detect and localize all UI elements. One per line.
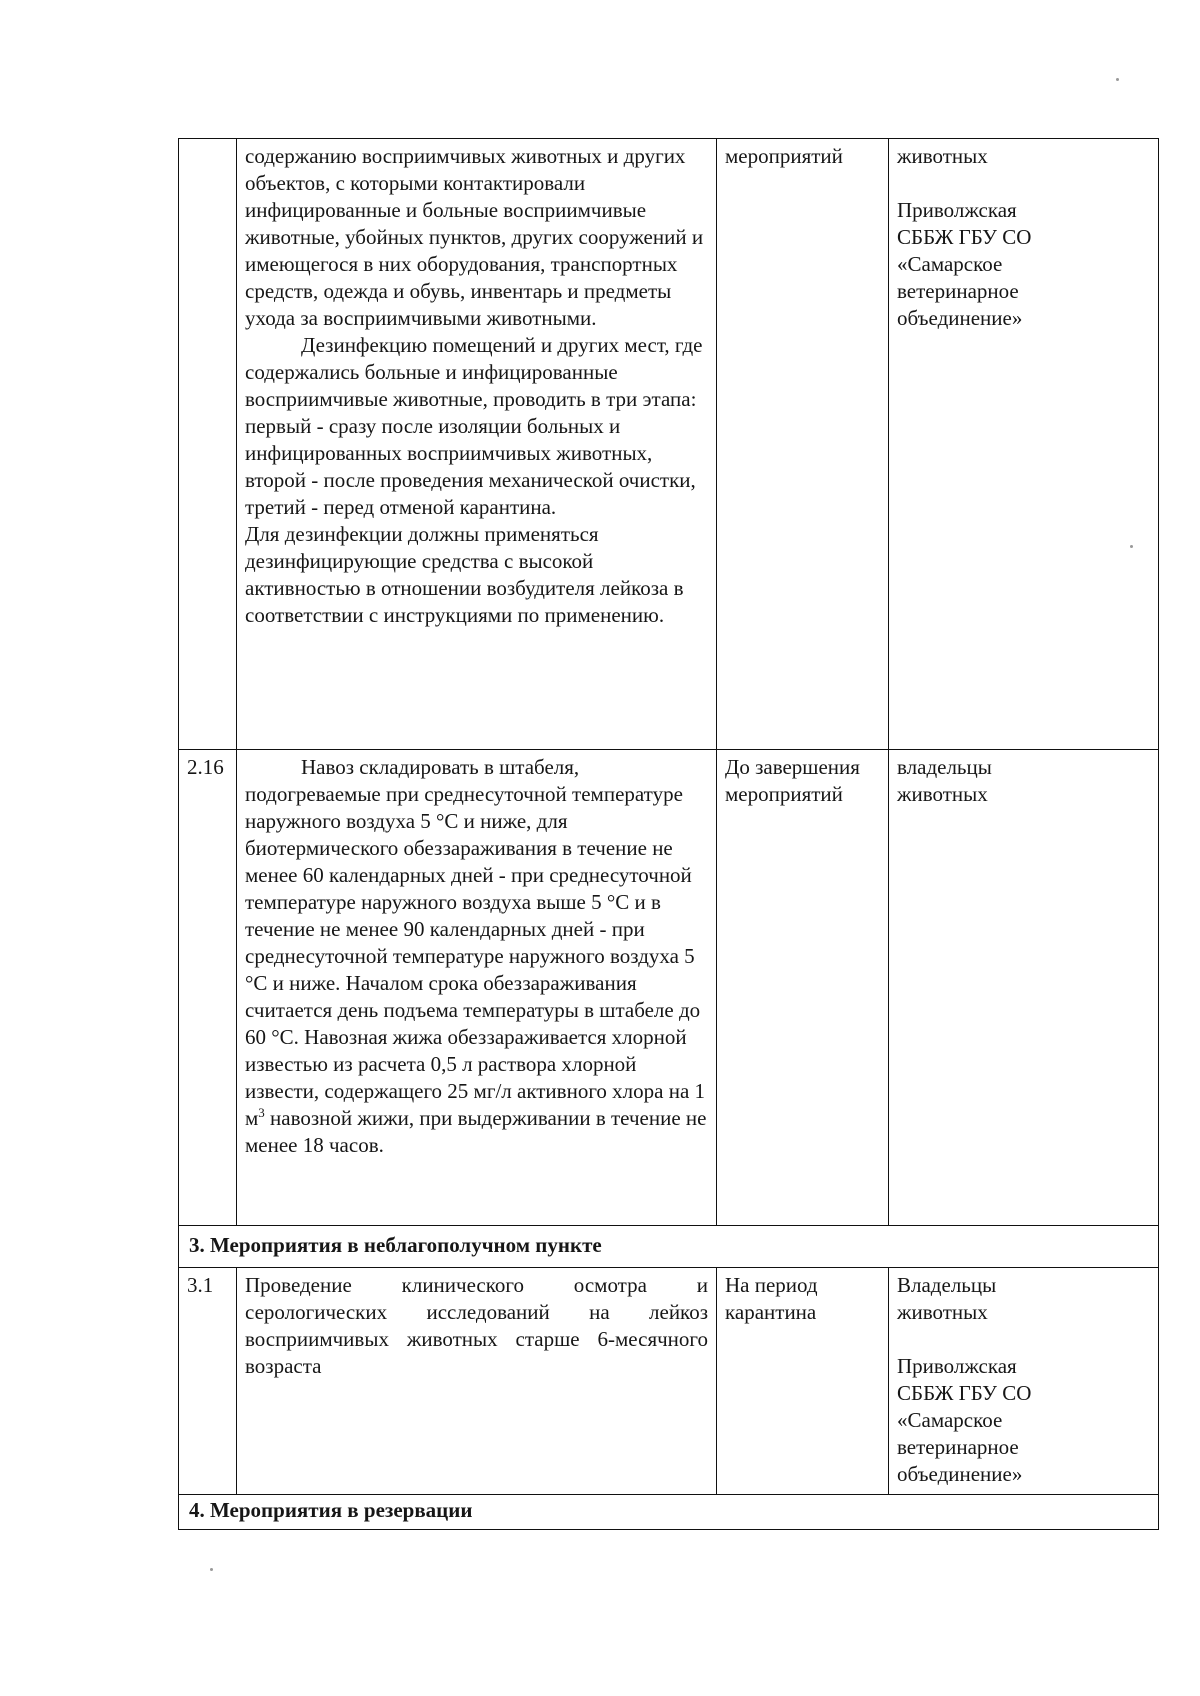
responsible-cell [889,139,1159,750]
action-main-text: Навоз складировать в штабеля, подогреваемые при среднесуточной температуре наружного воздуха 5 °С и ниже, для биотермического обеззараживания в течение не менее 60 календарных дней - при среднесуточной температуре наружного воздуха выше 5 °С и в течение не менее 90 календарных дней - при среднесуточной температуре наружного воздуха 5 °С и ниже. Началом срока обеззараживания считается день подъема температуры в штабеле до 60 °С. Навозная жижа обеззараживается хлорной известью из расчета 0,5 л раствора хлорной извести, содержащего 25 мг/л активного хлора на 1 м [245,755,706,1130]
term-cell: мероприятий [717,139,889,750]
action-paragraph: Проведение клинического осмотра и серологических исследований на лейкоз восприимчивых животных старше 6-месячного возраста [245,1273,708,1378]
table-row-continuation [179,139,1159,750]
scan-speck [210,1568,213,1571]
action-cell [237,139,717,750]
cubic-superscript: 3 [258,1105,265,1120]
row-number-cell: 2.16 [179,750,237,1226]
responsible-cell [889,1268,1159,1495]
responsible-organization: Приволжская СББЖ ГБУ СО «Самарское ветеринарное объединение» [897,1354,1032,1486]
responsible-organization: Приволжская СББЖ ГБУ СО «Самарское ветеринарное объединение» [897,198,1032,330]
responsible-owners: животных [897,144,988,168]
action-paragraph [245,754,708,1159]
scan-speck [1116,78,1119,81]
action-tail-text: навозной жижи, при выдерживании в течение не менее 18 часов. [245,1106,707,1157]
section-header-3 [179,1226,1159,1268]
term-cell: На период карантина [717,1268,889,1495]
section-title: 3. Мероприятия в неблагополучном пункте [179,1226,1159,1268]
table-row-2-16 [179,750,1159,1226]
section-header-4 [179,1495,1159,1530]
term-cell: До завершения мероприятий [717,750,889,1226]
responsible-cell [889,750,1159,1226]
action-paragraph-2: Дезинфекцию помещений и других мест, где содержались больные и инфицированные восприимчивые животные, проводить в три этапа: первый - сразу после изоляции больных и инфицированных восприимчивых животных, второй - после проведения механической очистки, третий - перед отменой карантина. [245,333,703,519]
action-cell [237,1268,717,1495]
responsible-owners: владельцы животных [897,755,992,806]
action-paragraph-3: Для дезинфекции должны применяться дезинфицирующие средства с высокой активностью в отношении возбудителя лейкоза в соответствии с инструкциями по применению. [245,522,684,627]
responsible-owners: Владельцы животных [897,1273,997,1324]
action-paragraph-1: содержанию восприимчивых животных и других объектов, с которыми контактировали инфицированные и больные восприимчивые животные, убойных пунктов, других сооружений и имеющегося в них оборудования, транспортных средств, одежда и обувь, инвентарь и предметы ухода за восприимчивыми животными. [245,144,704,330]
measures-table [178,138,1159,1530]
row-number-cell: 3.1 [179,1268,237,1495]
scan-speck [1130,545,1133,548]
row-number-cell [179,139,237,750]
table-row-3-1 [179,1268,1159,1495]
section-title: 4. Мероприятия в резервации [179,1495,1159,1530]
action-cell [237,750,717,1226]
